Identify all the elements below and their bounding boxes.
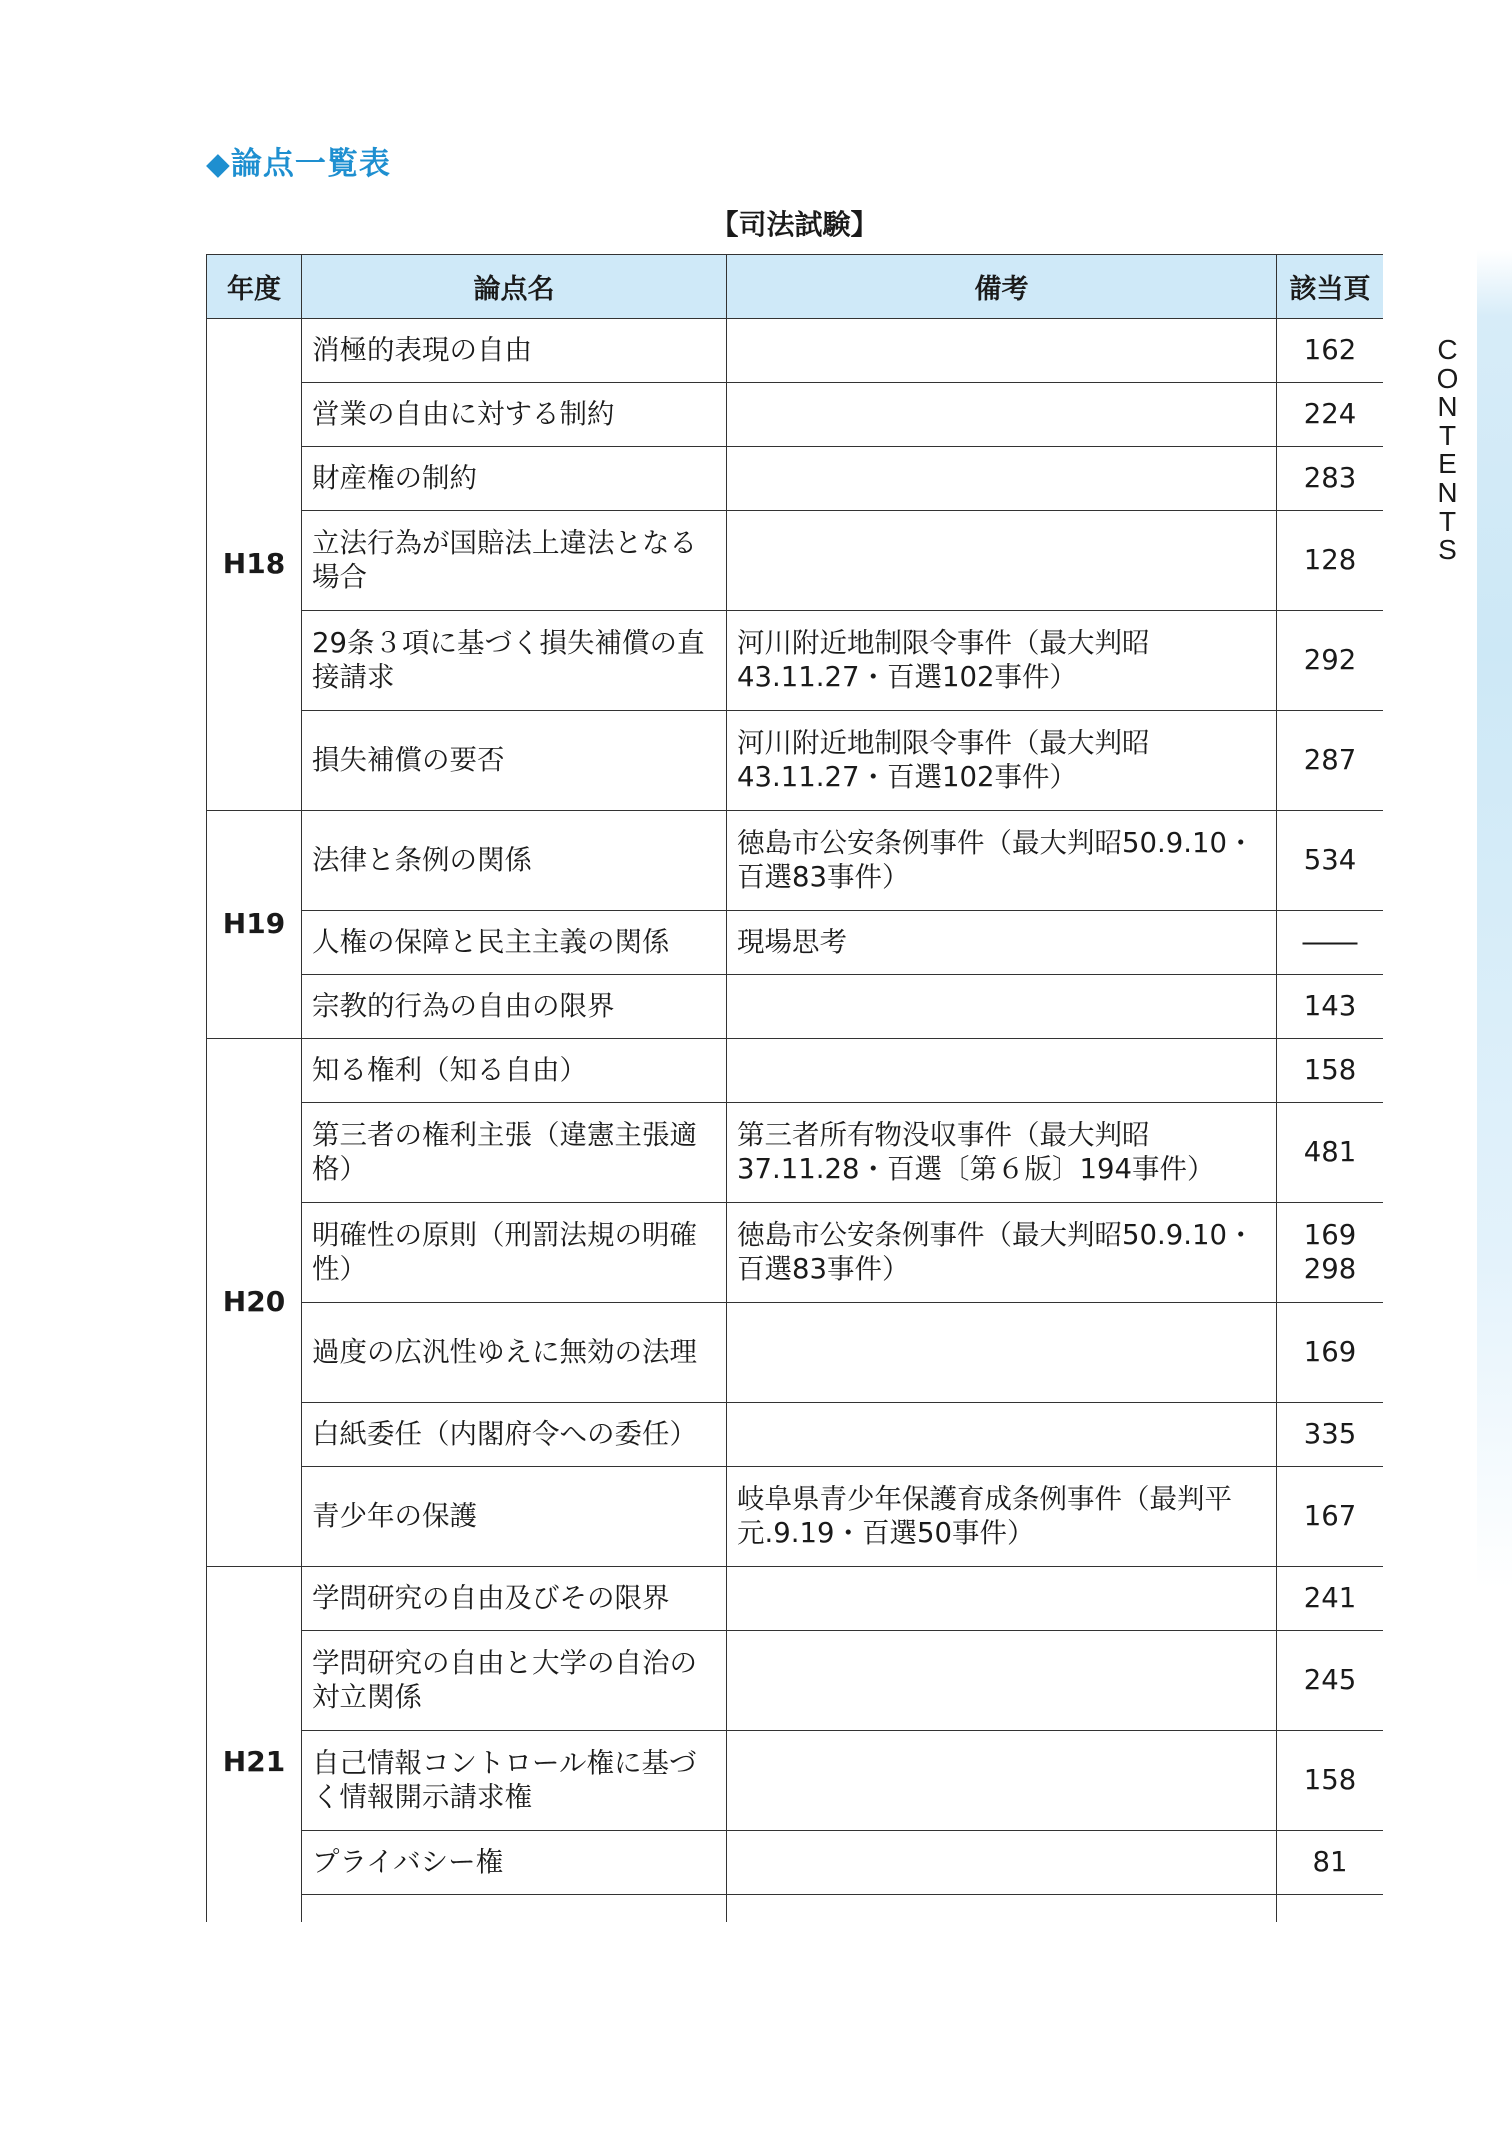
header-year: 年度 [207,255,302,319]
note-cell [727,1567,1277,1631]
table-row [207,1831,1384,1895]
table-header-row [207,255,1384,319]
contents-letter: E [1438,448,1457,480]
table-row [207,1895,1384,1923]
table-row [207,911,1384,975]
issue-table-wrapper [206,254,1383,1922]
topic-cell: 第三者の権利主張（違憲主張適格） [302,1103,727,1203]
topic-cell: 法律と条例の関係 [302,811,727,911]
table-row [207,975,1384,1039]
topic-cell: 白紙委任（内閣府令への委任） [302,1403,727,1467]
table-row [207,1203,1384,1303]
page-cell: 283 [1277,447,1384,511]
table-caption: 【司法試験】 [710,208,879,241]
page-cell: 158 [1277,1039,1384,1103]
contents-letter: O [1436,362,1459,394]
note-cell: 河川附近地制限令事件（最大判昭43.11.27・百選102事件） [727,611,1277,711]
table-body [207,319,1384,1923]
topic-cell: 消極的表現の自由 [302,319,727,383]
topic-cell: 29条３項に基づく損失補償の直接請求 [302,611,727,711]
topic-cell: 明確性の原則（刑罰法規の明確性） [302,1203,727,1303]
contents-letter: C [1437,334,1458,365]
topic-cell: 立法行為が国賠法上違法となる場合 [302,511,727,611]
table-row [207,711,1384,811]
page-cell: ―― [1277,911,1384,975]
contents-letter: N [1437,391,1458,423]
contents-side-tab [1477,250,1512,1590]
year-cell: H19 [207,811,302,1039]
topic-cell: 自己情報コントロール権に基づく情報開示請求権 [302,1731,727,1831]
page-cell: 245 [1277,1631,1384,1731]
topic-cell: 財産権の制約 [302,447,727,511]
note-cell: 河川附近地制限令事件（最大判昭43.11.27・百選102事件） [727,711,1277,811]
note-cell: 徳島市公安条例事件（最大判昭50.9.10・百選83事件） [727,811,1277,911]
year-cell: H18 [207,319,302,811]
note-cell: 徳島市公安条例事件（最大判昭50.9.10・百選83事件） [727,1203,1277,1303]
page-cell: 167 [1277,1467,1384,1567]
year-cell: H20 [207,1039,302,1567]
table-row [207,1631,1384,1731]
note-cell [727,319,1277,383]
note-cell: 岐阜県青少年保護育成条例事件（最判平元.9.19・百選50事件） [727,1467,1277,1567]
note-cell [727,1403,1277,1467]
note-cell [727,975,1277,1039]
table-row [207,1567,1384,1631]
table-row [207,383,1384,447]
year-cell: H21 [207,1567,302,1923]
table-row [207,1103,1384,1203]
topic-cell: 知る権利（知る自由） [302,1039,727,1103]
page-cell: 143 [1277,975,1384,1039]
note-cell [727,1631,1277,1731]
topic-cell: 損失補償の要否 [302,711,727,811]
header-page: 該当頁 [1277,255,1384,319]
note-cell [727,1831,1277,1895]
page-cell: 128 [1277,511,1384,611]
contents-vertical-label [1418,336,1477,606]
topic-cell: 学問研究の自由及びその限界 [302,1567,727,1631]
table-row [207,1039,1384,1103]
contents-letter: T [1438,419,1457,451]
table-row [207,1731,1384,1831]
topic-cell: プライバシー権 [302,1831,727,1895]
page-cell: 81 [1277,1831,1384,1895]
note-cell [727,511,1277,611]
issue-table [206,254,1383,1922]
header-note: 備考 [727,255,1277,319]
note-cell [727,1039,1277,1103]
table-row [207,1467,1384,1567]
note-cell [727,383,1277,447]
topic-cell: 学問研究の自由と大学の自治の対立関係 [302,1631,727,1731]
topic-cell: 過度の広汎性ゆえに無効の法理 [302,1303,727,1403]
topic-cell: 人権の保障と民主主義の関係 [302,911,727,975]
page-cell: 335 [1277,1403,1384,1467]
page-cell: 287 [1277,711,1384,811]
section-title: ◆論点一覧表 [206,146,391,182]
page-cell: 241 [1277,1567,1384,1631]
note-cell [727,1895,1277,1923]
note-cell [727,1303,1277,1403]
page-cell: 534 [1277,811,1384,911]
contents-letter: T [1438,505,1457,537]
page-cell: 158 [1277,1731,1384,1831]
note-cell [727,1731,1277,1831]
table-row [207,511,1384,611]
topic-cell [302,1895,727,1923]
page-cell: 224 [1277,383,1384,447]
table-row [207,319,1384,383]
page-cell: 169 298 [1277,1203,1384,1303]
note-cell: 現場思考 [727,911,1277,975]
table-row [207,447,1384,511]
page-cell: 481 [1277,1103,1384,1203]
table-row [207,611,1384,711]
table-row [207,1303,1384,1403]
page-cell: 292 [1277,611,1384,711]
topic-cell: 青少年の保護 [302,1467,727,1567]
table-row [207,811,1384,911]
topic-cell: 宗教的行為の自由の限界 [302,975,727,1039]
header-topic: 論点名 [302,255,727,319]
note-cell: 第三者所有物没収事件（最大判昭37.11.28・百選〔第６版〕194事件） [727,1103,1277,1203]
page-cell [1277,1895,1384,1923]
contents-letter: S [1438,534,1457,566]
table-row [207,1403,1384,1467]
topic-cell: 営業の自由に対する制約 [302,383,727,447]
note-cell [727,447,1277,511]
page-cell: 169 [1277,1303,1384,1403]
contents-letter: N [1437,476,1458,508]
page-cell: 162 [1277,319,1384,383]
